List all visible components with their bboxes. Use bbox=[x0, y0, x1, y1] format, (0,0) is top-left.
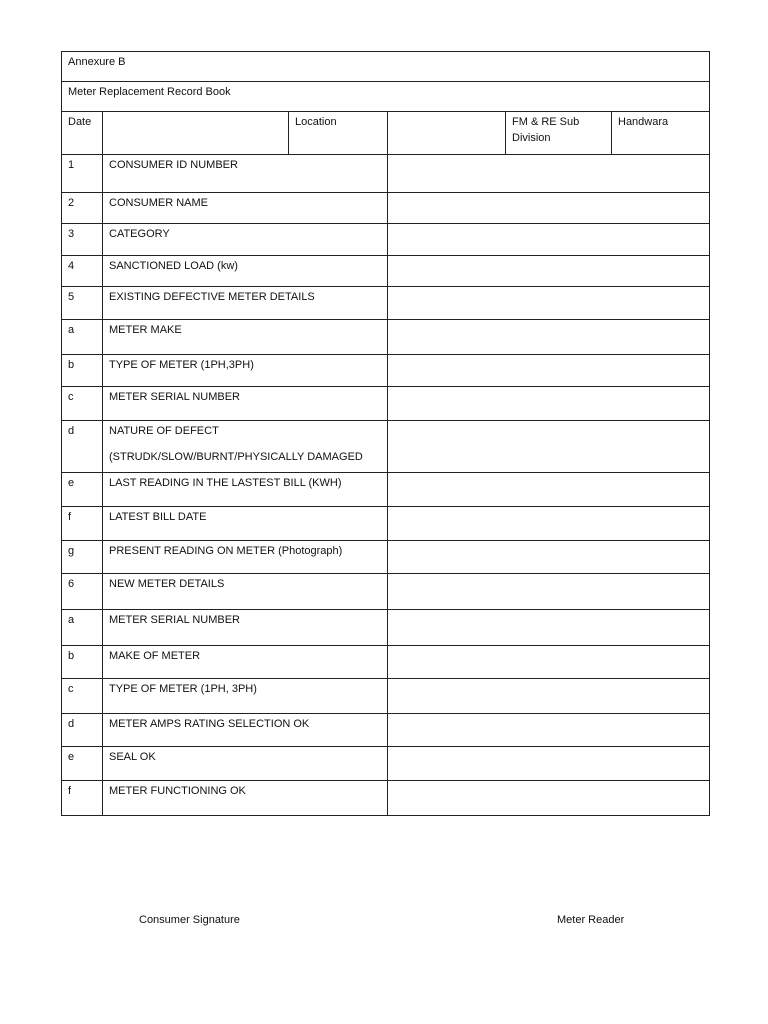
row-number: c bbox=[62, 387, 103, 421]
row-label: METER SERIAL NUMBER bbox=[109, 614, 241, 626]
row-label: TYPE OF METER (1PH,3PH) bbox=[109, 359, 254, 371]
row-label: MAKE OF METER bbox=[109, 650, 201, 662]
form-row bbox=[62, 355, 710, 387]
row-label-cell bbox=[103, 610, 388, 646]
form-row bbox=[62, 610, 710, 646]
form-row bbox=[62, 224, 710, 256]
date-value-cell[interactable] bbox=[103, 112, 289, 155]
form-row bbox=[62, 747, 710, 781]
row-label-cell bbox=[103, 574, 388, 610]
row-label-cell bbox=[103, 747, 388, 781]
row-number: 5 bbox=[62, 287, 103, 320]
row-value-cell[interactable] bbox=[388, 679, 710, 714]
row-number: 1 bbox=[62, 155, 103, 193]
row-label-cell bbox=[103, 224, 388, 256]
row-value-cell[interactable] bbox=[388, 610, 710, 646]
location-label: Location bbox=[289, 112, 388, 155]
row-value-cell[interactable] bbox=[388, 155, 710, 193]
row-value-cell[interactable] bbox=[388, 387, 710, 421]
row-number: f bbox=[62, 507, 103, 541]
row-label: LAST READING IN THE LASTEST BILL (KWH) bbox=[109, 477, 342, 489]
form-row bbox=[62, 421, 710, 473]
row-number: d bbox=[62, 421, 103, 473]
form-row bbox=[62, 155, 710, 193]
form-title: Meter Replacement Record Book bbox=[62, 82, 710, 112]
row-label: LATEST BILL DATE bbox=[109, 511, 207, 523]
row-label: NATURE OF DEFECT bbox=[109, 425, 219, 437]
row-number: a bbox=[62, 610, 103, 646]
meter-reader-label: Meter Reader bbox=[557, 914, 625, 926]
row-value-cell[interactable] bbox=[388, 224, 710, 256]
row-label-cell bbox=[103, 155, 388, 193]
row-label-sub: (STRUDK/SLOW/BURNT/PHYSICALLY DAMAGED bbox=[109, 451, 363, 463]
row-label: SEAL OK bbox=[109, 751, 156, 763]
date-location-row bbox=[62, 112, 710, 155]
place-label: Handwara bbox=[612, 112, 710, 155]
row-value-cell[interactable] bbox=[388, 473, 710, 507]
row-label: TYPE OF METER (1PH, 3PH) bbox=[109, 683, 257, 695]
row-number: b bbox=[62, 646, 103, 679]
subdivision-label: FM & RE Sub Division bbox=[506, 112, 612, 155]
meter-replacement-form bbox=[61, 51, 710, 816]
form-row bbox=[62, 541, 710, 574]
row-label: EXISTING DEFECTIVE METER DETAILS bbox=[109, 291, 315, 303]
row-value-cell[interactable] bbox=[388, 714, 710, 747]
form-row bbox=[62, 193, 710, 224]
row-value-cell[interactable] bbox=[388, 421, 710, 473]
row-label-cell bbox=[103, 421, 388, 473]
row-value-cell[interactable] bbox=[388, 541, 710, 574]
row-label: PRESENT READING ON METER (Photograph) bbox=[109, 545, 343, 557]
form-row bbox=[62, 714, 710, 747]
row-label-cell bbox=[103, 256, 388, 287]
row-label: METER SERIAL NUMBER bbox=[109, 391, 241, 403]
row-number: 4 bbox=[62, 256, 103, 287]
row-value-cell[interactable] bbox=[388, 747, 710, 781]
annexure-label: Annexure B bbox=[62, 52, 710, 82]
row-label-cell bbox=[103, 781, 388, 816]
form-row bbox=[62, 256, 710, 287]
row-value-cell[interactable] bbox=[388, 320, 710, 355]
row-label-cell bbox=[103, 387, 388, 421]
row-value-cell[interactable] bbox=[388, 781, 710, 816]
row-label-cell bbox=[103, 541, 388, 574]
row-number: 2 bbox=[62, 193, 103, 224]
row-value-cell[interactable] bbox=[388, 256, 710, 287]
row-value-cell[interactable] bbox=[388, 355, 710, 387]
row-value-cell[interactable] bbox=[388, 574, 710, 610]
row-label: METER FUNCTIONING OK bbox=[109, 785, 246, 797]
row-label-cell bbox=[103, 320, 388, 355]
row-number: c bbox=[62, 679, 103, 714]
row-number: f bbox=[62, 781, 103, 816]
form-row bbox=[62, 507, 710, 541]
date-label: Date bbox=[62, 112, 103, 155]
annexure-row bbox=[62, 52, 710, 82]
row-number: d bbox=[62, 714, 103, 747]
row-label-cell bbox=[103, 193, 388, 224]
row-label: CATEGORY bbox=[109, 228, 170, 240]
form-row bbox=[62, 473, 710, 507]
row-label-cell bbox=[103, 507, 388, 541]
row-label: NEW METER DETAILS bbox=[109, 578, 225, 590]
row-number: e bbox=[62, 747, 103, 781]
row-label-cell bbox=[103, 287, 388, 320]
row-value-cell[interactable] bbox=[388, 507, 710, 541]
row-number: b bbox=[62, 355, 103, 387]
row-label: METER AMPS RATING SELECTION OK bbox=[109, 718, 310, 730]
form-row bbox=[62, 679, 710, 714]
row-value-cell[interactable] bbox=[388, 193, 710, 224]
row-number: e bbox=[62, 473, 103, 507]
form-row bbox=[62, 287, 710, 320]
row-value-cell[interactable] bbox=[388, 287, 710, 320]
row-label-cell bbox=[103, 646, 388, 679]
row-label: METER MAKE bbox=[109, 324, 182, 336]
form-row bbox=[62, 781, 710, 816]
form-row bbox=[62, 574, 710, 610]
row-label-cell bbox=[103, 355, 388, 387]
form-row bbox=[62, 320, 710, 355]
row-label-cell bbox=[103, 714, 388, 747]
row-number: 6 bbox=[62, 574, 103, 610]
row-label-cell bbox=[103, 473, 388, 507]
form-row bbox=[62, 646, 710, 679]
row-value-cell[interactable] bbox=[388, 646, 710, 679]
consumer-signature-label: Consumer Signature bbox=[139, 914, 240, 926]
title-row bbox=[62, 82, 710, 112]
row-number: a bbox=[62, 320, 103, 355]
row-label: CONSUMER ID NUMBER bbox=[109, 159, 238, 171]
location-value-cell[interactable] bbox=[388, 112, 506, 155]
row-label-cell bbox=[103, 679, 388, 714]
row-label: SANCTIONED LOAD (kw) bbox=[109, 260, 238, 272]
row-number: 3 bbox=[62, 224, 103, 256]
row-number: g bbox=[62, 541, 103, 574]
form-row bbox=[62, 387, 710, 421]
row-label: CONSUMER NAME bbox=[109, 197, 209, 209]
